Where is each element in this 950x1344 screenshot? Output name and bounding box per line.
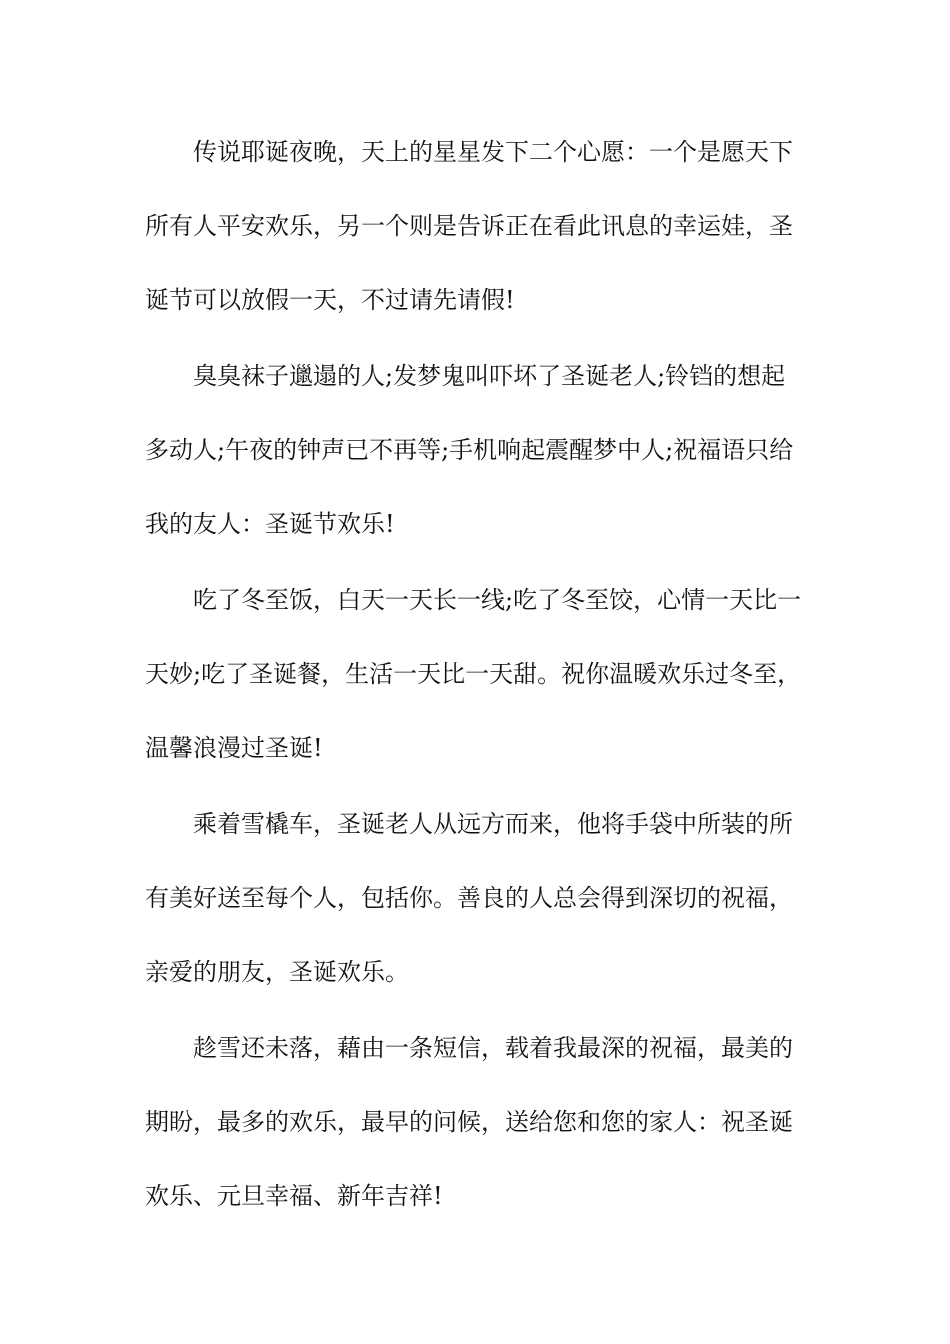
paragraph-line: 亲爱的朋友，圣诞欢乐。 bbox=[145, 958, 409, 986]
paragraph-line: 欢乐、元旦幸福、新年吉祥! bbox=[145, 1182, 443, 1210]
paragraph-line: 多动人;午夜的钟声已不再等;手机响起震醒梦中人;祝福语只给 bbox=[145, 436, 794, 464]
paragraph-line: 趁雪还未落，藉由一条短信，载着我最深的祝福，最美的 bbox=[193, 1034, 793, 1062]
paragraph-line: 传说耶诞夜晚，天上的星星发下二个心愿：一个是愿天下 bbox=[193, 138, 793, 166]
paragraph-line: 乘着雪橇车，圣诞老人从远方而来，他将手袋中所装的所 bbox=[193, 810, 793, 838]
paragraph-line: 吃了冬至饭，白天一天长一线;吃了冬至饺，心情一天比一 bbox=[193, 586, 802, 614]
paragraph-line: 诞节可以放假一天，不过请先请假! bbox=[145, 286, 515, 314]
paragraph-line: 天妙;吃了圣诞餐，生活一天比一天甜。祝你温暖欢乐过冬至， bbox=[145, 660, 802, 688]
paragraph-line: 臭臭袜子邋遢的人;发梦鬼叫吓坏了圣诞老人;铃铛的想起 bbox=[193, 362, 786, 390]
paragraph-line: 我的友人：圣诞节欢乐! bbox=[145, 510, 395, 538]
paragraph-line: 期盼，最多的欢乐，最早的问候，送给您和您的家人：祝圣诞 bbox=[145, 1108, 793, 1136]
paragraph-line: 所有人平安欢乐，另一个则是告诉正在看此讯息的幸运娃，圣 bbox=[145, 212, 793, 240]
paragraph-line: 温馨浪漫过圣诞! bbox=[145, 734, 323, 762]
paragraph-line: 有美好送至每个人，包括你。善良的人总会得到深切的祝福， bbox=[145, 884, 793, 912]
